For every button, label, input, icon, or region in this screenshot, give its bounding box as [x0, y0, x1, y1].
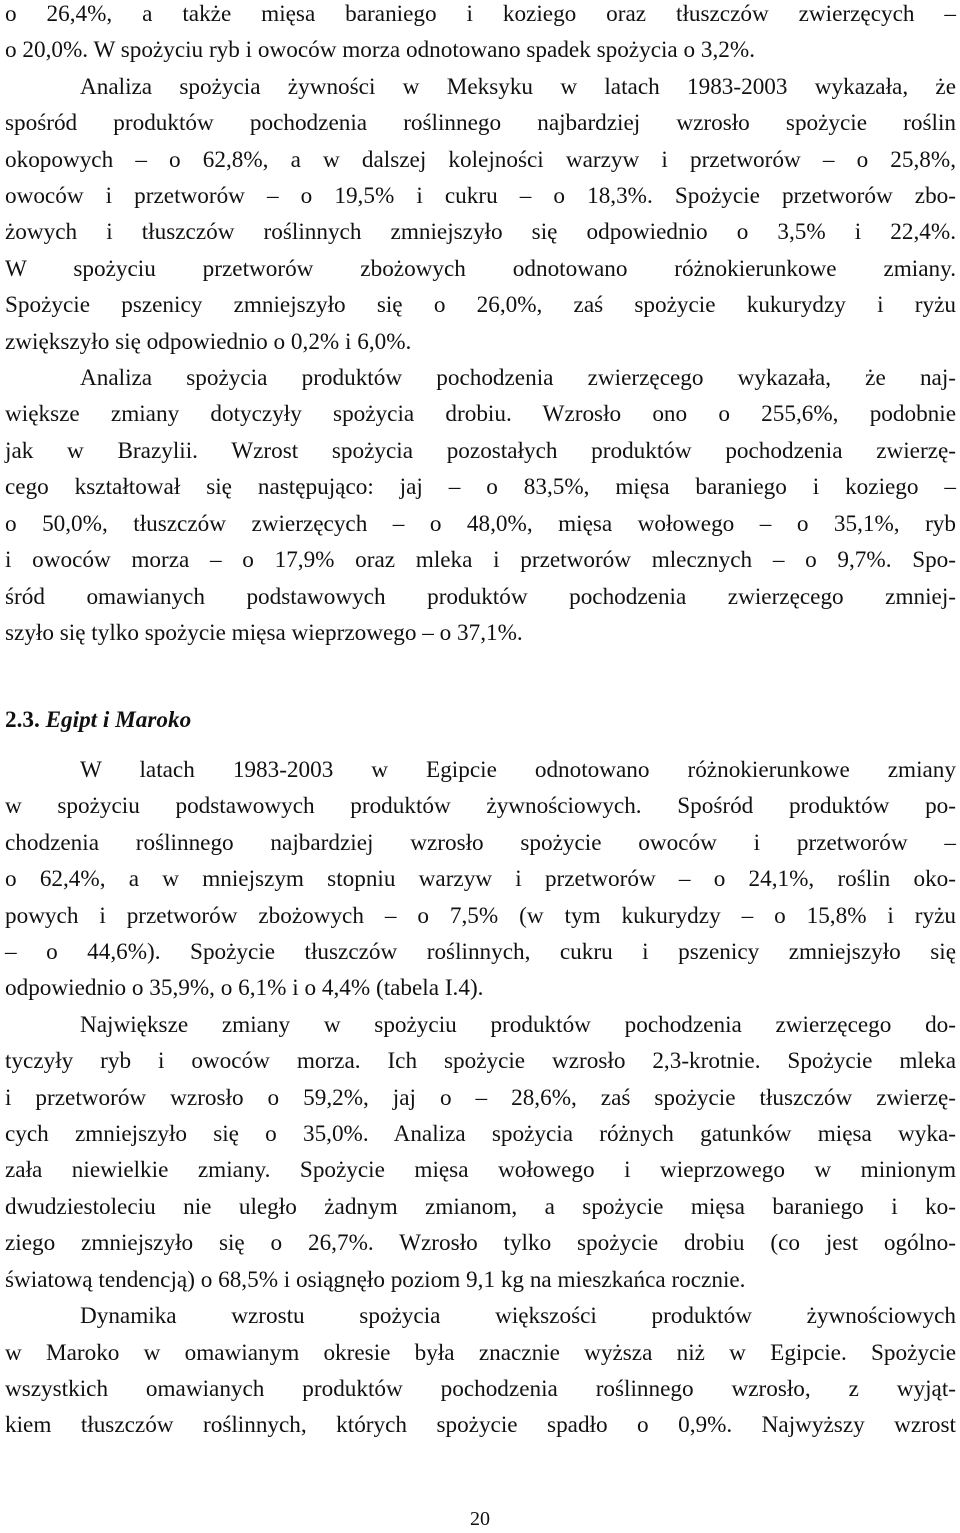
text-line: Dynamika wzrostu spożycia większości produktów żywnościowych — [80, 1303, 956, 1330]
text-line: i owoców morza – o 17,9% oraz mleka i przetworów mlecznych – o 9,7%. Spo- — [5, 547, 956, 574]
section-title: Egipt i Maroko — [45, 707, 192, 733]
page-number: 20 — [470, 1508, 490, 1530]
text-line: Spożycie pszenicy zmniejszyło się o 26,0%, zaś spożycie kukurydzy i ryżu — [5, 292, 956, 319]
text-line: cych zmniejszyło się o 35,0%. Analiza spożycia różnych gatunków mięsa wyka- — [5, 1121, 956, 1148]
text-line: tyczyły ryb i owoców morza. Ich spożycie wzrosło 2,3-krotnie. Spożycie mleka — [5, 1048, 956, 1075]
text-line: – o 44,6%). Spożycie tłuszczów roślinnych, cukru i pszenicy zmniejszyło się — [5, 939, 956, 966]
text-line: o 20,0%. W spożyciu ryb i owoców morza odnotowano spadek spożycia o 3,2%. — [5, 37, 756, 64]
text-line: cego kształtował się następująco: jaj – o 83,5%, mięsa baraniego i koziego – — [5, 474, 956, 501]
text-line: Analiza spożycia żywności w Meksyku w latach 1983-2003 wykazała, że — [80, 73, 956, 100]
text-line: w spożyciu podstawowych produktów żywnościowych. Spośród produktów po- — [5, 793, 956, 820]
text-line: odpowiednio o 35,9%, o 6,1% i o 4,4% (tabela I.4). — [5, 975, 484, 1002]
text-line: żowych i tłuszczów roślinnych zmniejszyło się odpowiednio o 3,5% i 22,4%. — [5, 219, 956, 246]
text-line: Analiza spożycia produktów pochodzenia zwierzęcego wykazała, że naj- — [80, 365, 956, 392]
text-line: chodzenia roślinnego najbardziej wzrosło spożycie owoców i przetworów – — [5, 829, 956, 856]
text-line: zwiększyło się odpowiednio o 0,2% i 6,0%. — [5, 328, 412, 355]
text-line: o 26,4%, a także mięsa baraniego i koziego oraz tłuszczów zwierzęcych – — [5, 1, 956, 27]
text-line: szyło się tylko spożycie mięsa wieprzowego – o 37,1%. — [5, 619, 523, 646]
text-line: jak w Brazylii. Wzrost spożycia pozostałych produktów pochodzenia zwierzę- — [5, 437, 956, 464]
text-line: i przetworów wzrosło o 59,2%, jaj o – 28,6%, zaś spożycie tłuszczów zwierzę- — [5, 1084, 956, 1111]
text-line: spośród produktów pochodzenia roślinnego najbardziej wzrosło spożycie roślin — [5, 110, 956, 137]
text-line: wszystkich omawianych produktów pochodzenia roślinnego wzrosło, z wyjąt- — [5, 1375, 956, 1402]
text-line: większe zmiany dotyczyły spożycia drobiu. Wzrosło ono o 255,6%, podobnie — [5, 401, 956, 428]
text-block-1 — [5, 0, 956, 651]
text-line: zała niewielkie zmiany. Spożycie mięsa wołowego i wieprzowego w minionym — [5, 1157, 956, 1184]
section-number: 2.3. — [5, 707, 40, 733]
text-line: Największe zmiany w spożyciu produktów pochodzenia zwierzęcego do- — [80, 1011, 956, 1038]
text-line: dwudziestoleciu nie uległo żadnym zmianom, a spożycie mięsa baraniego i ko- — [5, 1193, 956, 1220]
text-line: okopowych – o 62,8%, a w dalszej kolejności warzyw i przetworów – o 25,8%, — [5, 146, 956, 173]
text-line: owoców i przetworów – o 19,5% i cukru – o 18,3%. Spożycie przetworów zbo- — [5, 183, 956, 210]
text-line: ziego zmniejszyło się o 26,7%. Wzrosło tylko spożycie drobiu (co jest ogólno- — [5, 1230, 956, 1257]
text-line: W spożyciu przetworów zbożowych odnotowano różnokierunkowe zmiany. — [5, 255, 956, 282]
text-line: powych i przetworów zbożowych – o 7,5% (w tym kukurydzy – o 15,8% i ryżu — [5, 902, 956, 929]
text-line: w Maroko w omawianym okresie była znacznie wyższa niż w Egipcie. Spożycie — [5, 1339, 956, 1366]
text-line: o 50,0%, tłuszczów zwierzęcych – o 48,0%, mięsa wołowego – o 35,1%, ryb — [5, 510, 956, 537]
section-heading — [5, 702, 191, 738]
text-line: o 62,4%, a w mniejszym stopniu warzyw i przetworów – o 24,1%, roślin oko- — [5, 866, 956, 893]
text-line: światową tendencją) o 68,5% i osiągnęło poziom 9,1 kg na mieszkańca rocznie. — [5, 1266, 746, 1293]
text-line: W latach 1983-2003 w Egipcie odnotowano różnokierunkowe zmiany — [80, 757, 956, 783]
text-line: kiem tłuszczów roślinnych, których spożycie spadło o 0,9%. Najwyższy wzrost — [5, 1412, 956, 1439]
text-line: śród omawianych podstawowych produktów pochodzenia zwierzęcego zmniej- — [5, 583, 956, 610]
text-block-2 — [5, 752, 956, 1444]
